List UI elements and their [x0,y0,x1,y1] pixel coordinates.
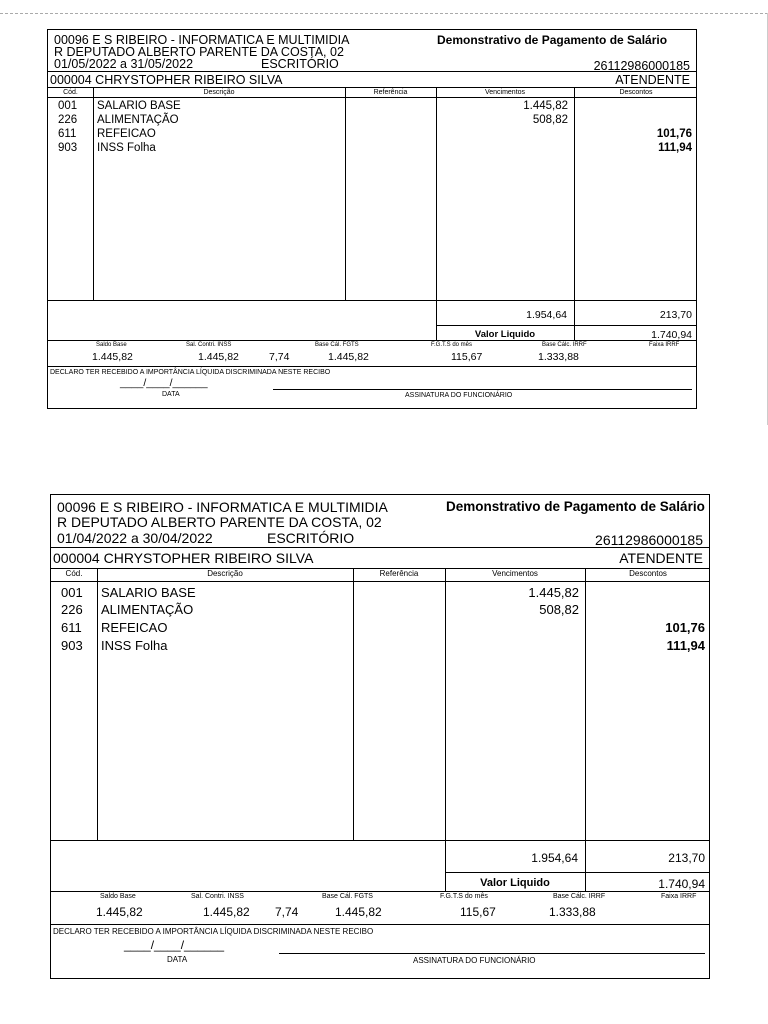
col-header-earn: Vencimentos [492,569,538,578]
signature-line [273,389,692,390]
col-header-code: Cód. [63,89,78,96]
signature-label: ASSINATURA DO FUNCIONÁRIO [405,392,513,399]
page-top-dashed-border [0,13,768,14]
item-description: ALIMENTAÇÃO [97,114,179,126]
irrf-base-label: Base Cálc. IRRF [553,893,606,900]
company-cnpj: 26112986000185 [593,59,690,73]
fgts-base-value: 1.445,82 [328,351,369,363]
item-description: INSS Folha [101,638,168,653]
declaration-text: DECLARO TER RECEBIDO A IMPORTÂNCIA LÍQUIDA DISCRIMINADA NESTE RECIBO [53,927,374,936]
fgts-month-value: 115,67 [460,905,496,919]
item-earning: 1.445,82 [528,585,579,600]
signature-label: ASSINATURA DO FUNCIONÁRIO [413,956,536,965]
employee-role: ATENDENTE [615,73,690,87]
company-name: 00096 E S RIBEIRO - INFORMATICA E MULTIMIDIA [57,499,388,515]
irrf-faixa-label: Faixa IRRF [661,893,697,900]
col-header-divider [51,581,709,582]
sal-contri-value: 1.445,82 [203,905,250,919]
header-divider [48,71,696,72]
fgts-base-value: 1.445,82 [335,905,382,919]
sal-contri-label: Sal. Contri. INSS [186,342,232,348]
item-discount: 101,76 [656,128,692,140]
col-header-ref: Referência [373,89,408,96]
body-bottom-divider [48,300,696,301]
total-earnings: 1.954,64 [531,851,578,865]
bases-divider [48,366,696,367]
document-title: Demonstrativo de Pagamento de Salário [446,499,705,514]
col-line-1 [353,568,354,840]
irrf-base-value: 1.333,88 [538,351,579,363]
item-code: 903 [58,142,78,154]
sal-contri-value: 1.445,82 [198,351,239,363]
item-description: SALARIO BASE [101,585,196,600]
item-description: INSS Folha [97,142,156,154]
item-code: 903 [61,638,83,653]
saldo-base-value: 1.445,82 [96,905,143,919]
item-earning: 508,82 [539,602,579,617]
employee-divider [48,87,696,88]
pay-period: 01/05/2022 a 31/05/2022 [54,57,194,71]
col-header-disc: Descontos [629,569,667,578]
net-value: 1.740,94 [651,329,692,341]
date-label: DATA [167,955,188,964]
employee-name: 000004 CHRYSTOPHER RIBEIRO SILVA [50,73,283,87]
irrf-faixa-label: Faixa IRRF [649,342,680,348]
item-code: 611 [58,128,77,140]
date-blank: ____/____/______ [120,377,208,389]
company-name: 00096 E S RIBEIRO - INFORMATICA E MULTIMIDIA [54,33,350,47]
item-description: REFEICAO [97,128,156,140]
col-header-desc: Descrição [203,89,235,96]
net-label: Valor Liquido [480,877,550,889]
inss-pct-value: 7,74 [275,905,299,919]
pay-period: 01/04/2022 a 30/04/2022 [57,530,213,546]
col-line-3 [574,87,575,340]
total-earnings: 1.954,64 [526,309,567,321]
inss-pct-value: 7,74 [269,351,290,363]
item-earning: 1.445,82 [523,100,568,112]
payslip-april [50,494,710,979]
employee-name: 000004 CHRYSTOPHER RIBEIRO SILVA [53,550,314,566]
net-value: 1.740,94 [658,877,705,891]
employee-role: ATENDENTE [619,550,703,566]
declaration-text: DECLARO TER RECEBIDO A IMPORTÂNCIA LÍQUIDA DISCRIMINADA NESTE RECIBO [50,369,331,376]
saldo-base-label: Saldo Base [96,342,127,348]
col-line-0 [97,568,98,840]
department: ESCRITÓRIO [267,530,355,546]
total-discounts: 213,70 [659,309,692,321]
item-earning: 508,82 [532,114,568,126]
signature-line [279,953,705,954]
document-title: Demonstrativo de Pagamento de Salário [437,33,668,47]
item-discount: 111,94 [658,142,692,154]
fgts-month-label: F.G.T.S do mês [431,342,473,348]
total-discounts: 213,70 [668,851,705,865]
company-address: R DEPUTADO ALBERTO PARENTE DA COSTA, 02 [54,45,344,59]
date-blank: ____/____/______ [124,938,225,952]
col-header-code: Cód. [65,569,83,578]
irrf-base-value: 1.333,88 [549,905,596,919]
col-line-3 [585,568,586,891]
col-line-2 [445,568,446,891]
item-description: ALIMENTAÇÃO [101,602,194,617]
irrf-base-label: Base Cálc. IRRF [542,342,587,348]
saldo-base-value: 1.445,82 [92,351,133,363]
payslip-may [47,29,697,409]
header-divider [51,547,709,548]
totals-bottom-divider [51,891,709,892]
item-code: 611 [61,620,82,635]
col-header-desc: Descrição [207,569,243,578]
item-code: 226 [58,114,78,126]
bases-divider [51,924,709,925]
saldo-base-label: Saldo Base [100,893,136,900]
col-header-disc: Descontos [619,89,653,96]
fgts-month-label: F.G.T.S do mês [440,893,488,900]
net-divider [445,872,709,873]
col-line-0 [93,87,94,300]
fgts-base-label: Base Cál. FGTS [322,893,373,900]
company-cnpj: 26112986000185 [595,532,703,548]
fgts-base-label: Base Cál. FGTS [315,342,359,348]
item-code: 001 [61,585,83,600]
item-code: 226 [61,602,83,617]
item-discount: 101,76 [665,620,705,635]
date-label: DATA [162,391,180,398]
body-bottom-divider [51,840,709,841]
net-divider [436,325,696,326]
company-address: R DEPUTADO ALBERTO PARENTE DA COSTA, 02 [57,514,382,530]
item-description: SALARIO BASE [97,100,181,112]
item-description: REFEICAO [101,620,168,635]
net-label: Valor Liquido [474,329,536,340]
col-header-divider [48,97,696,98]
item-code: 001 [58,100,78,112]
item-discount: 111,94 [666,638,705,653]
col-header-earn: Vencimentos [484,89,526,96]
fgts-month-value: 115,67 [451,351,483,363]
department: ESCRITÓRIO [261,57,339,71]
totals-bottom-divider [48,340,696,341]
col-header-ref: Referência [379,569,419,578]
col-line-2 [436,87,437,340]
sal-contri-label: Sal. Contri. INSS [191,893,244,900]
col-line-1 [345,87,346,300]
